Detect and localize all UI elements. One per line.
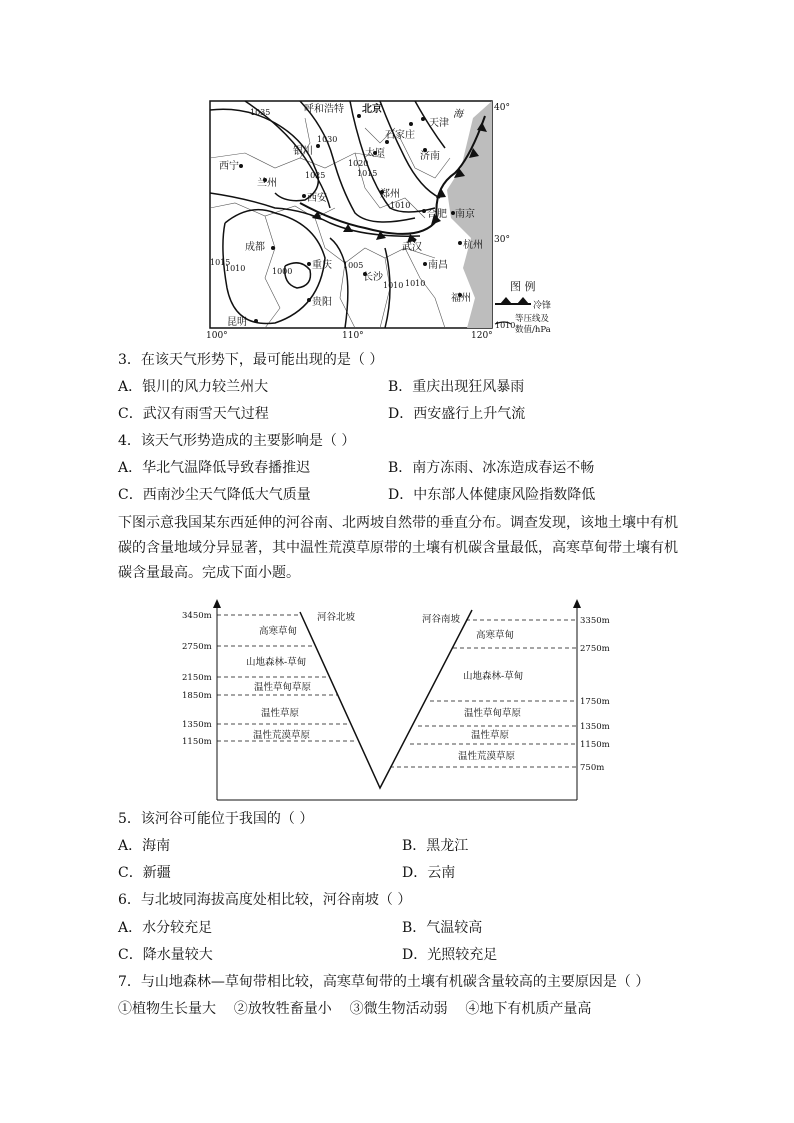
legend-isobar-sample: 1010 [495, 321, 516, 330]
lat-30: 30° [494, 235, 510, 245]
south-altitude: 1350m [580, 722, 610, 732]
south-zone-alpine-meadow: 高寒草甸 [476, 630, 515, 641]
isobar-value: 1010 [225, 264, 246, 273]
isobar-value: 1010 [383, 281, 404, 290]
city-changsha: 长沙 [363, 272, 383, 283]
isobar-value: 1010 [390, 201, 411, 210]
question-3-option-c[interactable]: C．武汉有雨雪天气过程 [118, 406, 269, 422]
question-7-options[interactable]: ①植物生长量大 ②放牧牲畜量小 ③微生物活动弱 ④地下有机质产量高 [118, 1001, 592, 1017]
south-altitude: 1150m [580, 740, 610, 750]
question-6-stem: 6．与北坡同海拔高度处相比较，河谷南坡（ ） [118, 892, 412, 908]
north-altitude: 1350m [182, 720, 212, 730]
city-fuzhou: 福州 [451, 293, 471, 304]
isobar-value: 1030 [317, 135, 338, 144]
north-zone-steppe: 温性草原 [261, 708, 300, 719]
question-5-option-c[interactable]: C．新疆 [118, 865, 171, 881]
city-wuhan: 武汉 [402, 242, 422, 253]
south-altitude: 2750m [580, 644, 610, 654]
south-zone-steppe: 温性草原 [471, 730, 510, 741]
city-tianjin: 天津 [429, 118, 449, 129]
north-zone-desert-steppe: 温性荒漠草原 [253, 730, 311, 741]
city-nanchang: 南昌 [428, 260, 448, 271]
city-hangzhou: 杭州 [463, 240, 483, 251]
legend-cold-front: 冷锋 [533, 301, 552, 311]
city-chengdu: 成都 [245, 242, 265, 253]
question-4-option-d[interactable]: D．中东部人体健康风险指数降低 [388, 487, 596, 503]
isobar-value: 1020 [348, 159, 369, 168]
weather-map [205, 98, 552, 341]
south-zone-mountain-forest: 山地森林-草甸 [463, 671, 524, 682]
city-jinan: 济南 [420, 151, 440, 162]
south-altitude: 1750m [580, 697, 610, 707]
lon-120: 120° [471, 331, 493, 341]
lon-100: 100° [206, 331, 228, 341]
question-5-option-d[interactable]: D．云南 [402, 865, 456, 881]
map-frame [210, 101, 492, 328]
question-5-option-b[interactable]: B．黑龙江 [402, 838, 469, 854]
legend [495, 279, 551, 335]
valley-outline [300, 610, 472, 788]
north-zone-mountain-forest: 山地森林-草甸 [246, 657, 307, 668]
city-yinchuan: 银川 [293, 146, 313, 157]
legend-title: 图 例 [510, 280, 536, 293]
question-7-stem: 7．与山地森林—草甸带相比较，高寒草甸带的土壤有机碳含量较高的主要原因是（ ） [118, 974, 650, 990]
isobar-value: 1000 [272, 267, 293, 276]
isobar-value: 1015 [210, 258, 231, 267]
north-altitude: 3450m [182, 611, 212, 621]
city-guiyang: 贵阳 [312, 297, 332, 308]
isobar-value: 1005 [343, 261, 364, 270]
question-4-option-a[interactable]: A．华北气温降低导致春播推迟 [118, 460, 311, 476]
isobar-value: 1025 [305, 171, 326, 180]
lat-40: 40° [494, 103, 510, 113]
south-slope-label: 河谷南坡 [422, 614, 461, 625]
north-zone-meadow-steppe: 温性草甸草原 [254, 682, 312, 693]
south-altitude: 750m [580, 763, 605, 773]
question-4-option-b[interactable]: B．南方冻雨、冰冻造成春运不畅 [388, 460, 595, 476]
isobar-value: 1035 [250, 108, 271, 117]
city-hefei: 合肥 [427, 209, 447, 220]
south-zone-meadow-steppe: 温性草甸草原 [464, 708, 522, 719]
south-altitude: 3350m [580, 616, 610, 626]
isobar-value: 1015 [357, 169, 378, 178]
south-zone-boundaries [390, 620, 577, 767]
north-zone-alpine-meadow: 高寒草甸 [259, 626, 298, 637]
city-chongqing: 重庆 [312, 260, 332, 271]
question-6-option-b[interactable]: B．气温较高 [402, 920, 483, 936]
question-5-stem: 5．该河谷可能位于我国的（ ） [118, 811, 314, 827]
south-zone-desert-steppe: 温性荒漠草原 [458, 751, 516, 762]
city-hohhot: 呼和浩特 [304, 104, 344, 115]
sea-label: 海 [453, 109, 463, 120]
intro-paragraph: 下图示意我国某东西延伸的河谷南、北两坡自然带的垂直分布。调查发现，该地土壤中有机碳的含量地域分异显著，其中温性荒漠草原带的土壤有机碳含量最低，高寒草甸带土壤有机碳含量最高。完成下面小题。 [118, 515, 678, 581]
lon-110: 110° [342, 331, 364, 341]
question-3-stem: 3．在该天气形势下，最可能出现的是（ ） [118, 352, 384, 368]
north-slope-label: 河谷北坡 [317, 612, 356, 623]
city-xining: 西宁 [219, 161, 239, 172]
north-altitude: 2150m [182, 673, 212, 683]
city-kunming: 昆明 [227, 317, 247, 328]
question-3-option-b[interactable]: B．重庆出现狂风暴雨 [388, 379, 525, 395]
city-taiyuan: 太原 [365, 148, 385, 159]
north-altitude: 1150m [182, 737, 212, 747]
question-4-stem: 4．该天气形势造成的主要影响是（ ） [118, 433, 356, 449]
question-6-option-a[interactable]: A．水分较充足 [118, 920, 213, 936]
city-nanjing: 南京 [455, 209, 475, 220]
legend-isobar-line1: 等压线及 [515, 314, 550, 324]
question-6-option-c[interactable]: C．降水量较大 [118, 947, 213, 963]
city-lanzhou: 兰州 [257, 178, 277, 189]
north-axis-arrow [213, 599, 221, 608]
question-5-option-a[interactable]: A．海南 [118, 838, 171, 854]
north-altitude: 2750m [182, 642, 212, 652]
question-4-option-c[interactable]: C．西南沙尘天气降低大气质量 [118, 487, 311, 503]
city-zhengzhou: 郑州 [380, 189, 400, 200]
question-6-option-d[interactable]: D．光照较充足 [402, 947, 498, 963]
south-axis-arrow [573, 599, 581, 608]
isobar-value: 1010 [405, 279, 426, 288]
valley-diagram [180, 598, 610, 802]
question-3-option-a[interactable]: A．银川的风力较兰州大 [118, 379, 269, 395]
city-shijiazhuang: 石家庄 [385, 130, 415, 141]
legend-isobar-line2: 数值/hPa [515, 325, 551, 335]
city-beijing: 北京 [362, 104, 382, 115]
question-3-option-d[interactable]: D．西安盛行上升气流 [388, 406, 526, 422]
north-altitude: 1850m [182, 691, 212, 701]
city-xian: 西安 [307, 193, 327, 204]
